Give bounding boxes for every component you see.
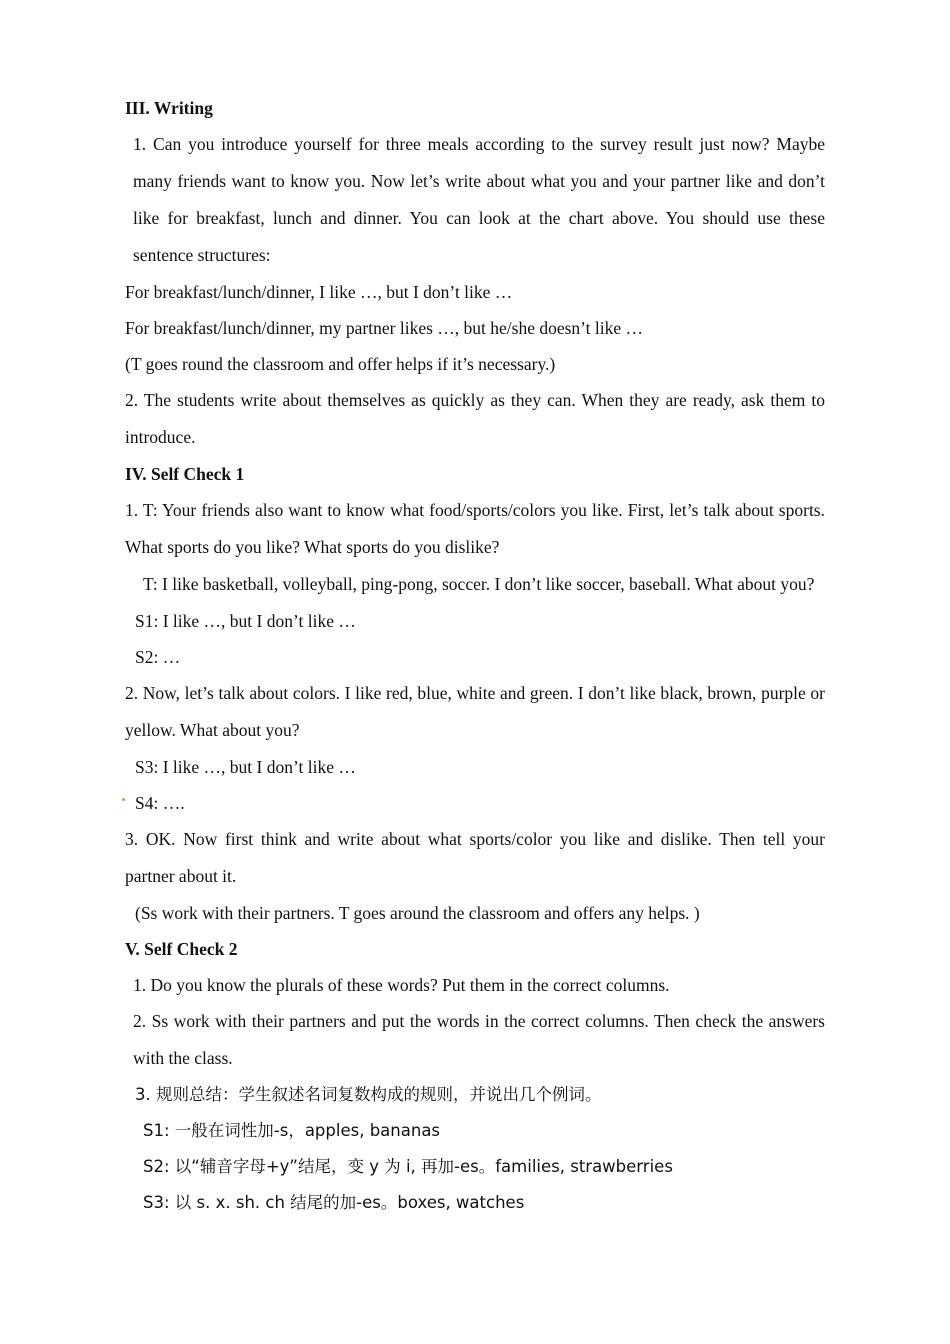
section-heading-writing: III. Writing	[125, 98, 213, 118]
section-heading-self-check-2: V. Self Check 2	[125, 939, 238, 959]
section-heading-self-check-1: IV. Self Check 1	[125, 464, 245, 484]
student-line-s4: S4: ….	[135, 793, 185, 813]
rule-example-s1: S1: 一般在词性加-s，apples, bananas	[143, 1121, 441, 1140]
rule-summary: 3. 规则总结：学生叙述名词复数构成的规则，并说出几个例词。	[135, 1085, 602, 1104]
teacher-note: (T goes round the classroom and offer helps if it’s necessary.)	[125, 354, 556, 374]
rule-example-s3: S3: 以 s. x. sh. ch 结尾的加-es。boxes, watches	[143, 1193, 525, 1212]
pair-work-note: (Ss work with their partners. T goes around the classroom and offers any helps. )	[135, 903, 700, 923]
self-check-1-item-1: 1. T: Your friends also want to know what food/sports/colors you like. First, let’s talk about sports. What sports do you like? What sports do you dislike?	[125, 500, 825, 557]
self-check-1-item-2: 2. Now, let’s talk about colors. I like red, blue, white and green. I don’t like black, brown, purple or yellow. What about you?	[125, 683, 825, 740]
self-check-1-item-3: 3. OK. Now first think and write about what sports/color you like and dislike. Then tell your partner about it.	[125, 829, 825, 886]
teacher-line: T: I like basketball, volleyball, ping-pong, soccer. I don’t like soccer, baseball. What about you?	[143, 574, 815, 594]
self-check-2-item-1: 1. Do you know the plurals of these words? Put them in the correct columns.	[133, 975, 670, 995]
student-line-s1: S1: I like …, but I don’t like …	[135, 611, 356, 631]
rule-example-s2: S2: 以“辅音字母+y”结尾，变 y 为 i, 再加-es。families, strawberries	[143, 1157, 673, 1176]
student-line-s2: S2: …	[135, 647, 181, 667]
self-check-2-item-2: 2. Ss work with their partners and put the words in the correct columns. Then check the answers with the class.	[133, 1011, 825, 1068]
student-line-s3: S3: I like …, but I don’t like …	[135, 757, 356, 777]
sentence-structure-2: For breakfast/lunch/dinner, my partner likes …, but he/she doesn’t like …	[125, 318, 644, 338]
document-body	[125, 90, 825, 1221]
writing-item-2: 2. The students write about themselves as quickly as they can. When they are ready, ask them to introduce.	[125, 390, 825, 447]
writing-item-1: 1. Can you introduce yourself for three meals according to the survey result just now? Maybe many friends want to know you. Now let’s write about what you and your partner like and don’t like for breakfast, lunch and dinner. You can look at the chart above. You should use these sentence structures:	[133, 134, 825, 265]
sentence-structure-1: For breakfast/lunch/dinner, I like …, but I don’t like …	[125, 282, 513, 302]
